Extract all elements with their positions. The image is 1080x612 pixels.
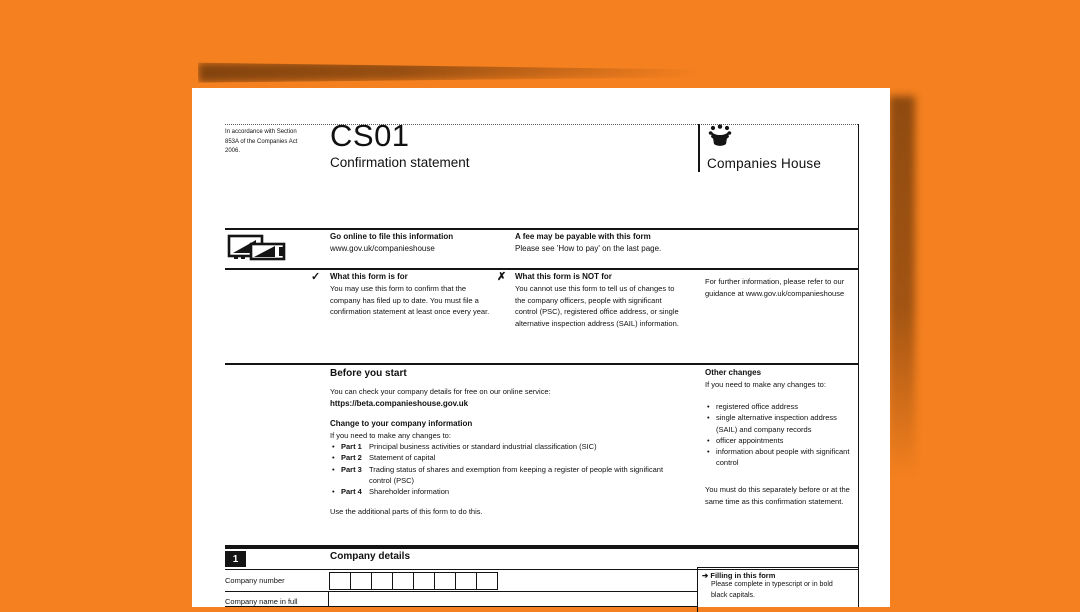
fee-title: A fee may be payable with this form	[515, 232, 651, 241]
part-label: Part 4	[341, 487, 362, 496]
part-label: Part 3	[341, 464, 362, 474]
section-title: Company details	[330, 551, 411, 562]
before-you-start-title: Before you start	[330, 368, 407, 379]
cross-icon: ✗	[497, 271, 507, 283]
form-is-for-title: What this form is for	[330, 272, 408, 281]
form-is-for-body: You may use this form to confirm that the company has filed up to date. You must file a confirmation statement at least once every year.	[330, 284, 490, 317]
list-item	[332, 452, 728, 463]
company-number-box	[350, 572, 372, 590]
filling-title-text: Filling in this form	[710, 571, 776, 580]
list-item	[707, 401, 851, 412]
bullet: •	[707, 447, 710, 456]
page-right-shadow	[889, 96, 915, 476]
company-number-box	[476, 572, 498, 590]
note-arrow-icon: ➔	[702, 571, 709, 580]
section-bar	[225, 545, 858, 549]
part-label: Part 1	[341, 442, 362, 451]
fee-note: Please see 'How to pay' on the last page.	[515, 244, 662, 253]
item-text: single alternative inspection address (SAIL) and company records	[716, 413, 837, 434]
section-number: 1	[225, 551, 246, 567]
companies-house-logo-text: Companies House	[707, 156, 822, 171]
check-icon: ✓	[311, 271, 321, 283]
field-divider	[328, 591, 329, 607]
parts-list	[332, 441, 728, 497]
company-number-box	[392, 572, 414, 590]
other-changes-list	[707, 401, 851, 469]
company-number-box	[434, 572, 456, 590]
item-text: officer appointments	[716, 435, 784, 445]
parts-outro: Use the additional parts of this form to do this.	[330, 507, 483, 516]
form-not-for-body: You cannot use this form to tell us of changes to the company officers, people with significant control (PSC), registered office address, or single alternative inspection address (SAIL) information.	[515, 284, 679, 328]
company-number-box	[329, 572, 351, 590]
go-online-url: www.gov.uk/companieshouse	[330, 244, 435, 253]
part-text: Trading status of shares and exemption from keeping a register of people with significant control (PSC)	[369, 464, 664, 485]
filling-note-title	[702, 571, 855, 580]
form-code: CS01	[330, 118, 410, 153]
page-top-shadow	[198, 57, 708, 82]
list-item	[332, 464, 728, 487]
companies-house-crown-icon	[707, 135, 733, 152]
other-changes-title: Other changes	[705, 368, 762, 377]
divider	[225, 363, 858, 365]
company-number-box	[413, 572, 435, 590]
change-info-intro: If you need to make any changes to:	[330, 431, 451, 440]
filling-note-box	[697, 567, 859, 612]
company-number-label: Company number	[225, 576, 285, 585]
list-item	[332, 486, 728, 497]
bullet: •	[707, 413, 710, 423]
change-info-title: Change to your company information	[330, 419, 473, 428]
cs01-form-page	[192, 88, 890, 607]
bullet: •	[707, 402, 710, 411]
company-number-box	[371, 572, 393, 590]
form-right-border	[858, 124, 859, 607]
list-item	[707, 446, 851, 469]
other-changes-intro: If you need to make any changes to:	[705, 380, 826, 389]
divider	[225, 591, 697, 592]
part-label: Part 2	[341, 453, 362, 463]
bullet: •	[332, 464, 335, 474]
companies-house-logo	[698, 124, 821, 172]
form-title: Confirmation statement	[330, 155, 470, 170]
bullet: •	[332, 442, 335, 451]
item-text: registered office address	[716, 402, 798, 411]
list-item	[707, 435, 851, 446]
filling-note-body: Please complete in typescript or in bold black capitals.	[711, 581, 833, 599]
form-not-for-title: What this form is NOT for	[515, 272, 612, 281]
go-online-title: Go online to file this information	[330, 232, 454, 241]
company-number-box	[455, 572, 477, 590]
bullet: •	[707, 435, 710, 445]
part-text: Statement of capital	[369, 453, 436, 463]
part-text: Principal business activities or standard industrial classification (SIC)	[369, 442, 597, 451]
list-item	[332, 441, 728, 452]
list-item	[707, 412, 851, 435]
further-info-note: For further information, please refer to our guidance at www.gov.uk/companieshouse	[705, 277, 845, 298]
online-service-url: https://beta.companieshouse.gov.uk	[330, 399, 469, 408]
company-number-boxes	[329, 572, 498, 590]
company-name-label: Company name in full	[225, 597, 298, 606]
divider	[225, 228, 858, 230]
item-text: information about people with significant control	[716, 447, 850, 468]
check-details-line: You can check your company details for free on our online service:	[330, 387, 551, 396]
bullet: •	[332, 487, 335, 496]
other-changes-outro: You must do this separately before or at the same time as this confirmation statement.	[705, 485, 850, 506]
bullet: •	[332, 453, 335, 463]
part-text: Shareholder information	[369, 487, 450, 496]
accordance-note: In accordance with Section 853A of the Companies Act 2006.	[225, 129, 298, 155]
